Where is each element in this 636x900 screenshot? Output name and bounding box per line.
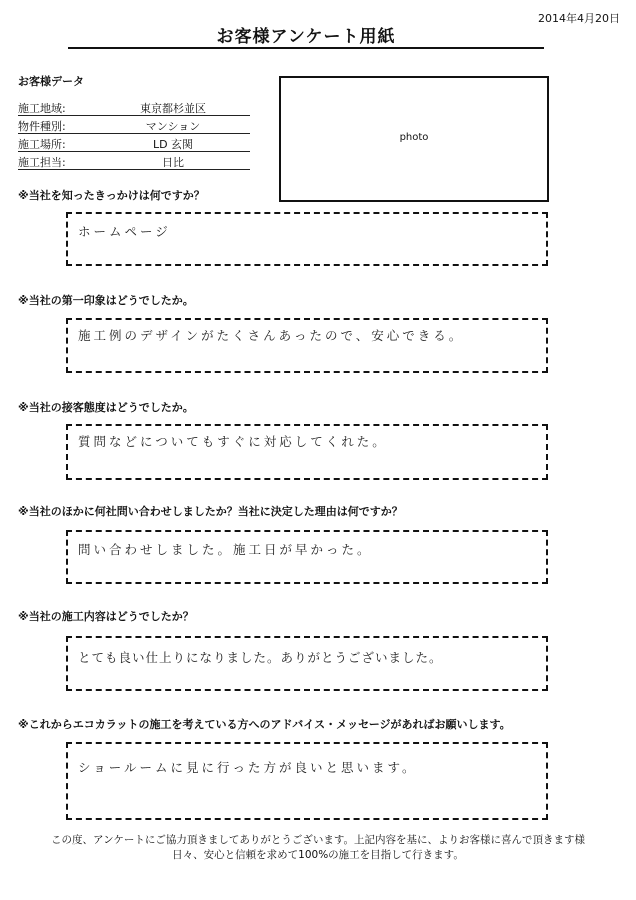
row-value: マンション: [145, 120, 201, 133]
customer-data-table: [18, 98, 250, 170]
title-underline: [68, 47, 544, 49]
answer-first-impression: 施工例のデザインがたくさんあったので、安心できる。: [78, 328, 465, 343]
customer-data-row-location: [18, 134, 250, 152]
row-label: 施工場所:: [18, 138, 66, 151]
page-title: お客様アンケート用紙: [216, 27, 396, 47]
row-value: LD 玄関: [152, 138, 194, 151]
answer-other-companies: 問い合わせしました。施工日が早かった。: [78, 542, 373, 557]
answer-how-found: ホームページ: [78, 224, 171, 239]
row-label: 施工地域:: [18, 102, 66, 115]
question-customer-service: ※当社の接客態度はどうでしたか。: [18, 401, 194, 414]
photo-label: photo: [399, 132, 429, 143]
customer-data-row-area: [18, 98, 250, 116]
footer-line-1: この度、アンケートにご協力頂きましてありがとうございます。上記内容を基に、よりお客様に喜んで頂きます様: [50, 834, 586, 846]
answer-customer-service: 質問などについてもすぐに対応してくれた。: [78, 434, 388, 449]
row-label: 施工担当:: [18, 156, 66, 169]
answer-advice: ショールームに見に行った方が良いと思います。: [78, 760, 418, 775]
row-label: 物件種別:: [18, 120, 66, 133]
footer-line-2: 日々、安心と信頼を求めて100%の施工を目指して行きます。: [172, 849, 464, 861]
row-value: 日比: [162, 156, 184, 169]
question-first-impression: ※当社の第一印象はどうでしたか。: [18, 294, 194, 307]
customer-data-heading: お客様データ: [18, 75, 84, 88]
answer-work-quality: とても良い仕上りになりました。ありがとうございました。: [78, 650, 443, 665]
survey-date: 2014年4月20日: [538, 12, 620, 25]
question-how-found: ※当社を知ったきっかけは何ですか？: [18, 189, 205, 202]
question-advice: ※これからエコカラットの施工を考えている方へのアドバイス・メッセージがあればお願いします。: [18, 718, 511, 731]
answer-box-advice[interactable]: [66, 742, 548, 820]
question-other-companies: ※当社のほかに何社問い合わせしましたか？当社に決定した理由は何ですか？: [18, 505, 403, 518]
row-value: 東京都杉並区: [140, 102, 206, 115]
customer-data-row-property-type: [18, 116, 250, 134]
customer-data-row-staff: [18, 152, 250, 170]
question-work-quality: ※当社の施工内容はどうでしたか？: [18, 610, 194, 623]
